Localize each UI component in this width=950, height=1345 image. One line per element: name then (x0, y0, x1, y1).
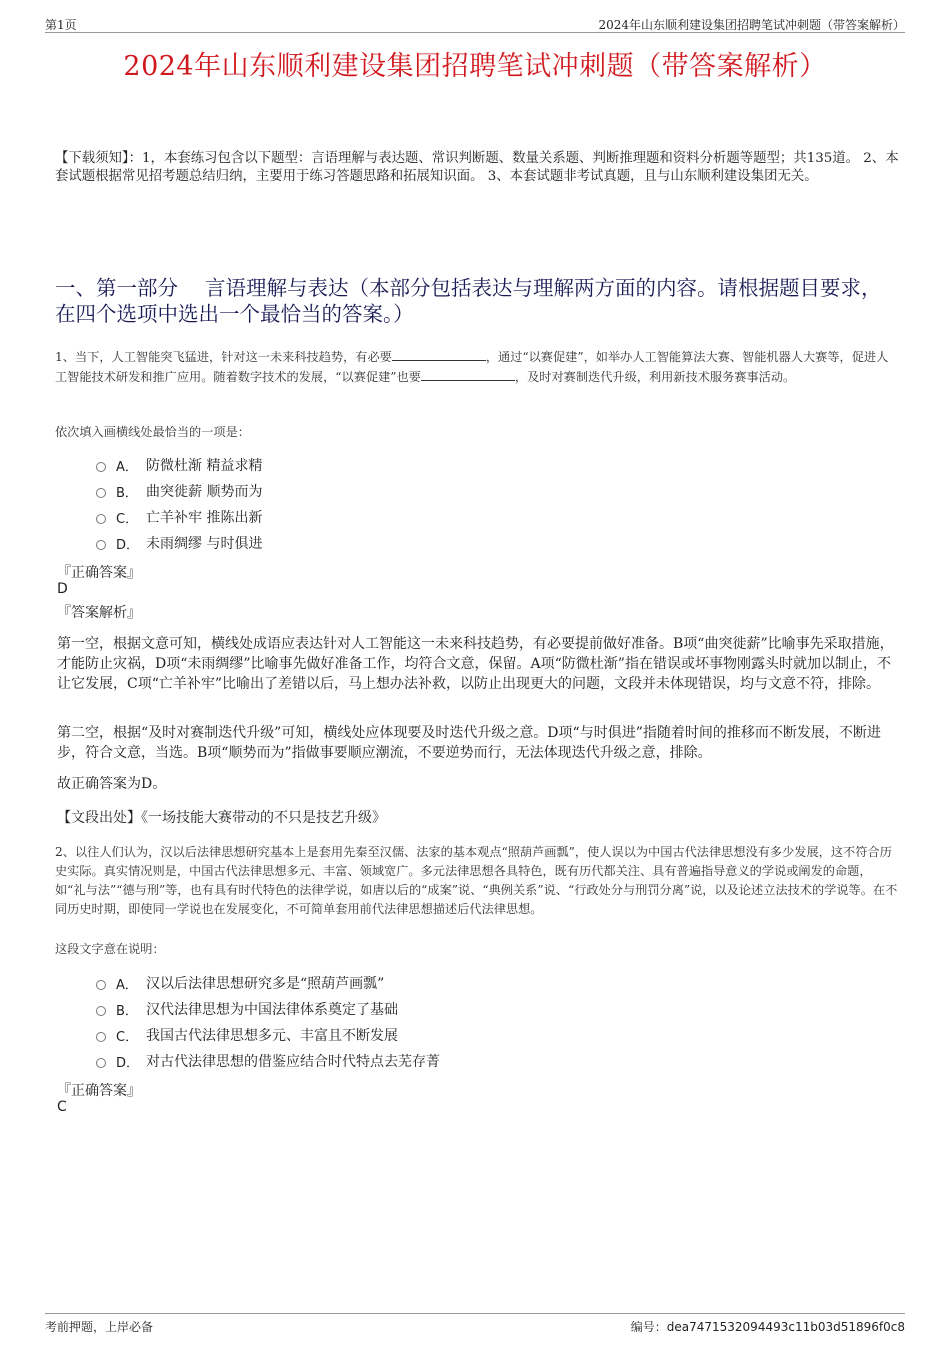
radio-icon[interactable] (96, 1058, 106, 1068)
option-letter: B． (116, 485, 138, 501)
footer-slogan: 考前押题，上岸必备 (45, 1320, 154, 1334)
option-text: 对古代法律思想的借鉴应结合时代特点去芜存菁 (146, 1054, 440, 1070)
option-text: 亡羊补牢 推陈出新 (146, 510, 263, 526)
question-1-part-c: ，及时对赛制迭代升级，利用新技术服务赛事活动。 (514, 370, 796, 384)
option-letter: C． (116, 511, 139, 527)
analysis-conclusion: 故正确答案为D。 (57, 776, 167, 792)
footer-code (631, 1318, 905, 1335)
option-letter: D． (116, 1055, 140, 1071)
radio-icon[interactable] (96, 462, 106, 472)
answer-label: 『正确答案』 (57, 1083, 141, 1099)
answer-label: 『正确答案』 (57, 565, 141, 581)
document-title: 2024年山东顺利建设集团招聘笔试冲刺题（带答案解析） (123, 51, 827, 82)
header-doc-title: 2024年山东顺利建设集团招聘笔试冲刺题（带答案解析） (598, 18, 905, 32)
option-a[interactable] (96, 970, 440, 996)
code-value: dea7471532094493c11b03d51896f0c8 (666, 1320, 905, 1334)
radio-icon[interactable] (96, 980, 106, 990)
analysis-paragraph-1: 第一空，根据文意可知，横线处成语应表达针对人工智能这一未来科技趋势，有必要提前做好准备。B项“曲突徙薪”比喻事先采取措施，才能防止灾祸，D项“未雨绸缪”比喻事先做好准备工作，均符合文意，保留。A项“防微杜渐”指在错误或坏事物刚露头时就加以制止，不让它发展，C项“亡羊补牢”比喻出了差错以后，马上想办法补救，以防止出现更大的问题，文段并未体现错误，均与文意不符，排除。 (57, 636, 894, 692)
option-text: 我国古代法律思想多元、丰富且不断发展 (146, 1028, 398, 1044)
question-1-prompt: 依次填入画横线处最恰当的一项是： (55, 425, 250, 439)
question-2-text: 2、以往人们认为，汉以后法律思想研究基本上是套用先秦至汉儒、法家的基本观点“照葫芦画瓢”，使人误以为中国古代法律思想没有多少发展，这不符合历史实际。真实情况则是，中国古代法律思想多元、丰富、领域宽广。多元法律思想各具特色，既有历代都关注、具有普遍指导意义的学说或阐发的命题，如“礼与法”“德与刑”等，也有具有时代特色的法律学说，如唐以后的“成案”说、“典例关系”说、“行政处分与刑罚分离”说，以及论述立法技术的学说等。在不同历史时期，即使同一学说也在发展变化，不可简单套用前代法律思想描述后代法律思想。 (55, 845, 898, 916)
option-letter: B． (116, 1003, 138, 1019)
option-d[interactable] (96, 530, 262, 556)
answer-value: C (57, 1099, 67, 1115)
page-header (45, 14, 905, 33)
option-d[interactable] (96, 1048, 440, 1074)
source-citation: 【文段出处】《一场技能大赛带动的不只是技艺升级》 (57, 810, 386, 826)
blank-1 (392, 348, 486, 361)
section-title: 一、第一部分 言语理解与表达（本部分包括表达与理解两方面的内容。请根据题目要求，在四个选项中选出一个最恰当的答案。） (55, 276, 882, 326)
answer-value: D (57, 581, 68, 597)
blank-2 (421, 368, 515, 381)
radio-icon[interactable] (96, 514, 106, 524)
option-text: 汉代法律思想为中国法律体系奠定了基础 (146, 1002, 398, 1018)
option-letter: D． (116, 537, 140, 553)
page-footer (45, 1313, 905, 1334)
option-letter: A． (116, 977, 138, 993)
radio-icon[interactable] (96, 540, 106, 550)
option-a[interactable] (96, 452, 262, 478)
download-notice: 【下载须知】：1，本套练习包含以下题型：言语理解与表达题、常识判断题、数量关系题、判断推理题和资料分析题等题型；共135道。 2、本套试题根据常见招考题总结归纳，主要用于练习答题思路和拓展知识面。 3、本套试题非考试真题，且与山东顺利建设集团无关。 (55, 151, 899, 184)
question-1-text (55, 347, 900, 387)
option-b[interactable] (96, 996, 440, 1022)
option-letter: A． (116, 459, 138, 475)
option-text: 汉以后法律思想研究多是“照葫芦画瓢” (146, 976, 385, 992)
question-2-prompt: 这段文字意在说明： (55, 942, 165, 956)
question-1-options (96, 452, 262, 556)
option-b[interactable] (96, 478, 262, 504)
code-label: 编号： (630, 1320, 667, 1334)
radio-icon[interactable] (96, 488, 106, 498)
page-number: 第1页 (45, 18, 77, 32)
analysis-label: 『答案解析』 (57, 605, 141, 621)
option-text: 曲突徙薪 顺势而为 (146, 484, 263, 500)
question-1-part-b: ，通过“以赛促建”，如举办人工智能算法大赛、智能机器人大赛等，促进人工智能技术研发和推广应用。随着数字技术的发展，“以赛促建”也要 (55, 350, 889, 384)
option-text: 未雨绸缪 与时俱进 (146, 536, 263, 552)
question-2-options (96, 970, 440, 1074)
option-text: 防微杜渐 精益求精 (146, 458, 263, 474)
option-letter: C． (116, 1029, 139, 1045)
analysis-paragraph-2: 第二空，根据“及时对赛制迭代升级”可知，横线处应体现要及时迭代升级之意。D项“与时俱进”指随着时间的推移而不断发展，不断进步，符合文意，当选。B项“顺势而为”指做事要顺应潮流，不要逆势而行，无法体现迭代升级之意，排除。 (57, 725, 881, 761)
option-c[interactable] (96, 504, 262, 530)
option-c[interactable] (96, 1022, 440, 1048)
radio-icon[interactable] (96, 1006, 106, 1016)
radio-icon[interactable] (96, 1032, 106, 1042)
question-1-part-a: 1、当下，人工智能突飞猛进，针对这一未来科技趋势，有必要 (55, 350, 392, 364)
